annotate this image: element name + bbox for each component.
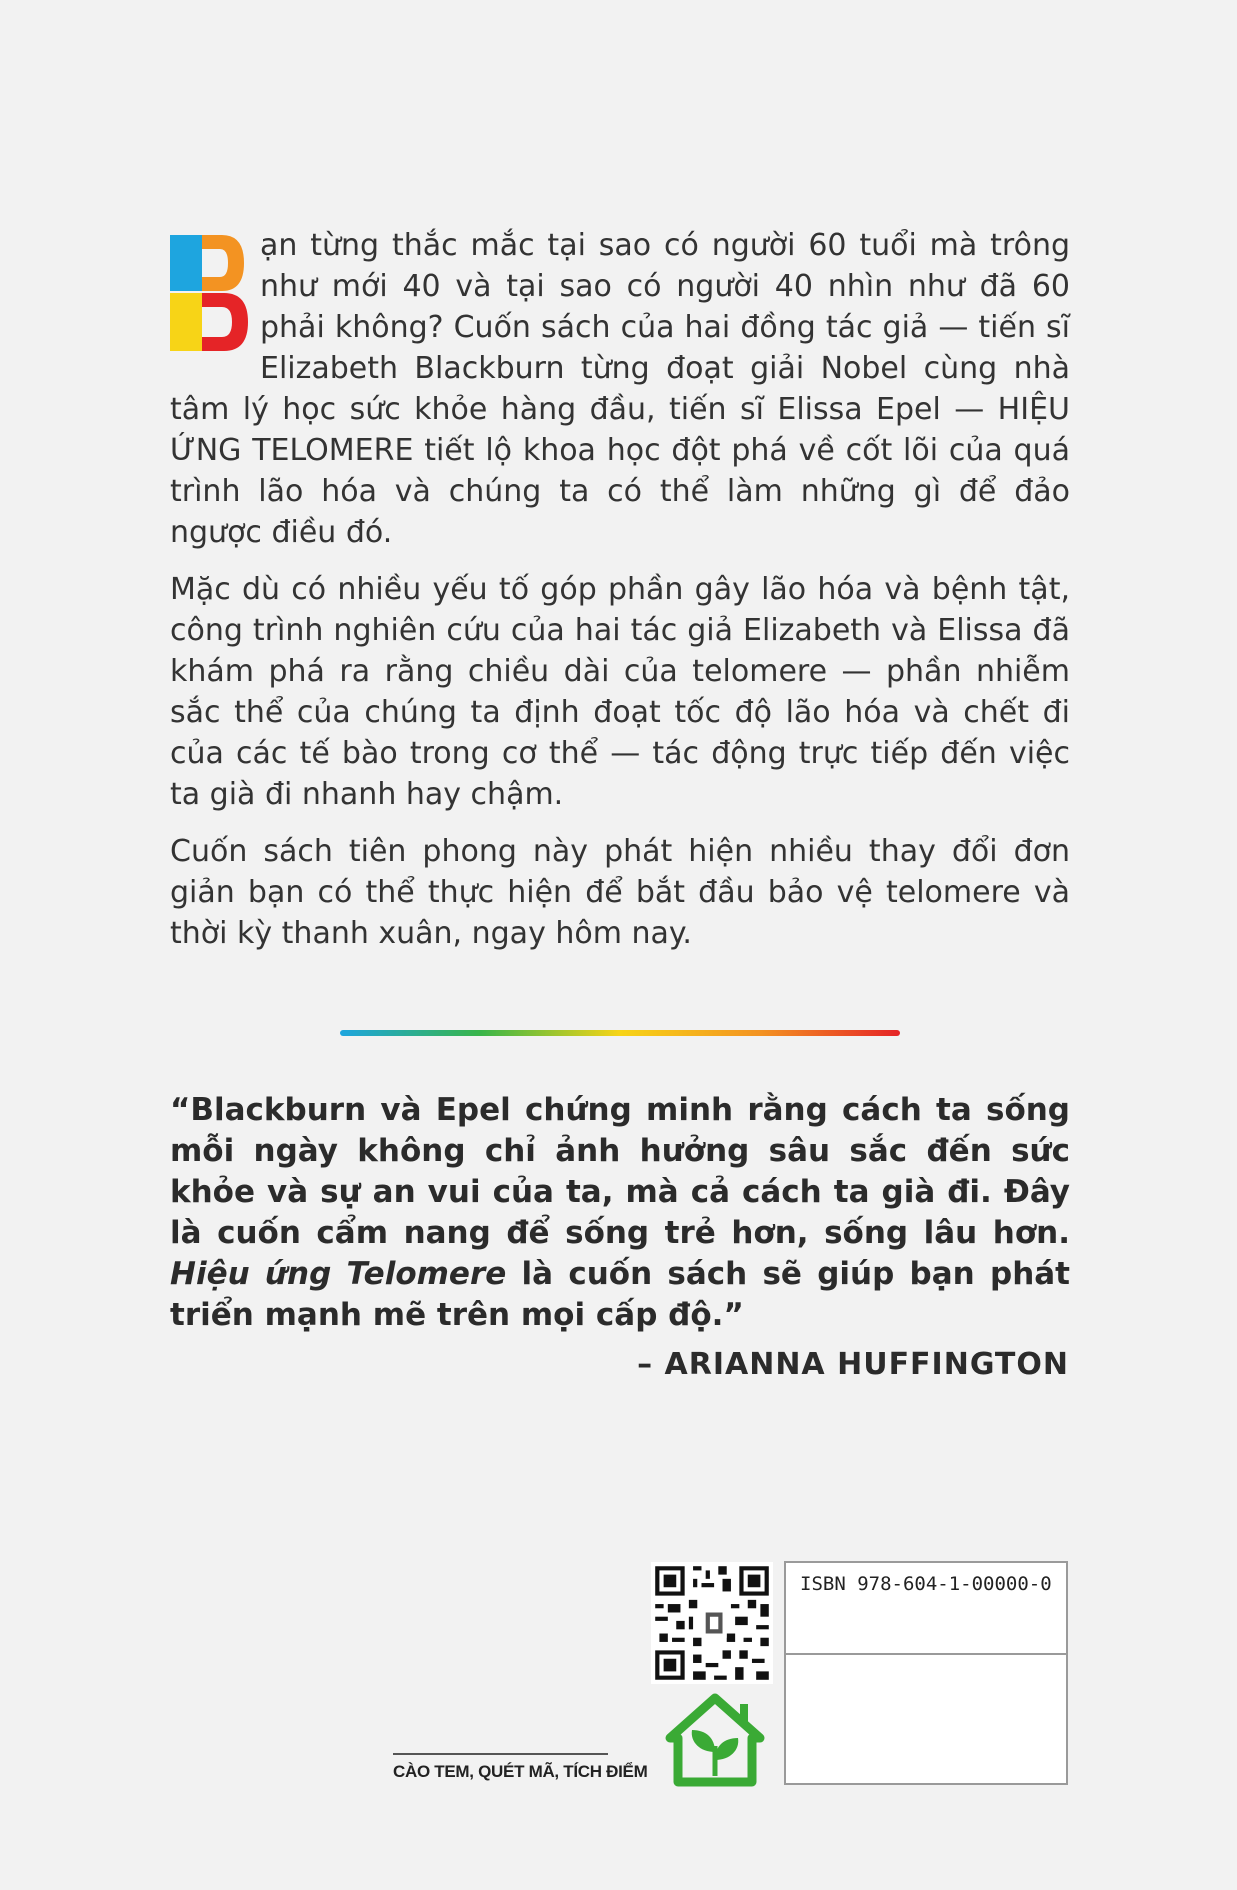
quote-text-2: là cuốn sách sẽ giúp bạn phát triển mạnh mẽ trên mọi cấp độ.” — [170, 1256, 1070, 1333]
quote-text-1: “Blackburn và Epel chứng minh rằng cách ta sống mỗi ngày không chỉ ảnh hưởng sâu sắc đến sức khỏe và sự an vui của ta, mà cả cách ta già đi. Đây là cuốn cẩm nang để sống trẻ hơn, sống lâu hơn. — [170, 1092, 1070, 1251]
isbn-box-divider — [786, 1653, 1066, 1655]
isbn-number: ISBN 978-604-1-00000-0 — [800, 1573, 1052, 1595]
dropcap-b-logo-icon — [170, 235, 248, 353]
stamp-divider — [393, 1753, 608, 1755]
isbn-barcode-box — [784, 1561, 1068, 1785]
house-leaf-logo-icon — [660, 1690, 770, 1790]
qr-code-icon[interactable] — [651, 1562, 773, 1684]
quote-attribution: – ARIANNA HUFFINGTON — [637, 1347, 1069, 1382]
endorsement-quote — [170, 1090, 1070, 1336]
rainbow-divider — [340, 1030, 900, 1036]
quote-book-title: Hiệu ứng Telomere — [170, 1256, 507, 1292]
intro-paragraph-2: Mặc dù có nhiều yếu tố góp phần gây lão hóa và bệnh tật, công trình nghiên cứu của hai tác giả Elizabeth và Elissa đã khám phá ra rằng chiều dài của telomere — phần nhiễm sắc thể của chúng ta định đoạt tốc độ lão hóa và chết đi của các tế bào trong cơ thể — tác động trực tiếp đến việc ta già đi nhanh hay chậm. — [170, 572, 1070, 812]
back-cover-text — [170, 225, 1070, 970]
stamp-label: CÀO TEM, QUÉT MÃ, TÍCH ĐIỂM — [393, 1762, 648, 1781]
intro-paragraph-3: Cuốn sách tiên phong này phát hiện nhiều thay đổi đơn giản bạn có thể thực hiện để bắt đầu bảo vệ telomere và thời kỳ thanh xuân, ngay hôm nay. — [170, 834, 1070, 951]
intro-paragraph-1: ạn từng thắc mắc tại sao có người 60 tuổi mà trông như mới 40 và tại sao có người 40 nhìn như đã 60 phải không? Cuốn sách của hai đồng tác giả — tiến sĩ Elizabeth Blackburn từng đoạt giải Nobel cùng nhà tâm lý học sức khỏe hàng đầu, tiến sĩ Elissa Epel — HIỆU ỨNG TELOMERE tiết lộ khoa học đột phá về cốt lõi của quá trình lão hóa và chúng ta có thể làm những gì để đảo ngược điều đó. — [170, 228, 1070, 550]
